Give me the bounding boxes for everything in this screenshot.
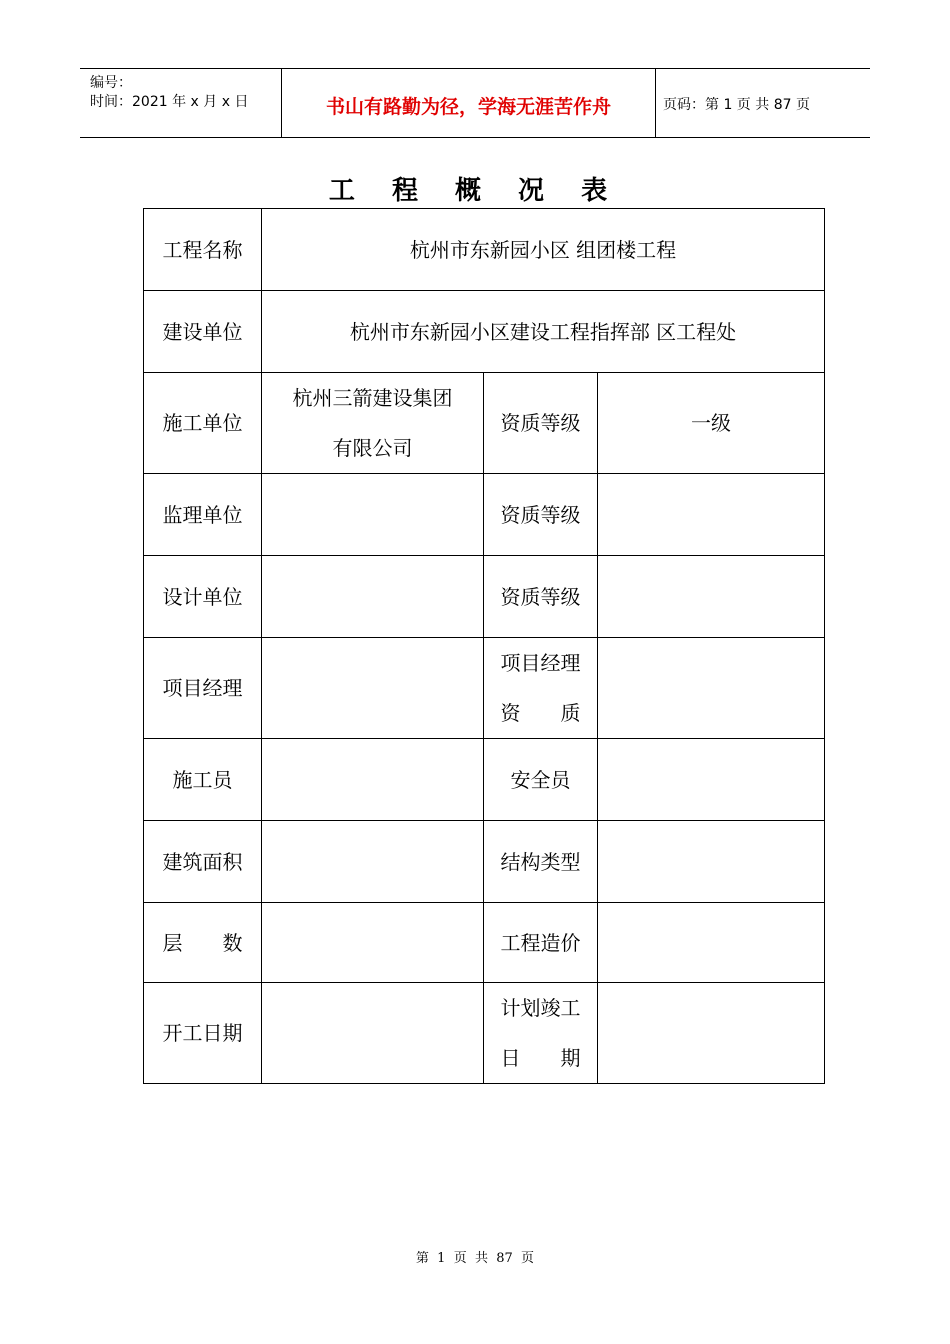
- contractor-value: [262, 373, 484, 474]
- pm-qualification-label-line1: 项目经理: [500, 651, 581, 675]
- motto-text: 书山有路勤为径，学海无涯苦作舟: [325, 96, 611, 118]
- floors-label: 层 数: [144, 903, 262, 983]
- finish-date-label-line2: 日 期: [500, 1046, 581, 1070]
- project-name-value: 杭州市东新园小区 组团楼工程: [262, 209, 825, 291]
- page-title: 工 程 概 况 表: [328, 176, 622, 206]
- start-date-value: [262, 983, 484, 1084]
- table-row: [144, 983, 825, 1084]
- pm-qualification-value: [598, 638, 825, 739]
- finish-date-label-line1: 计划竣工: [500, 996, 581, 1020]
- builder-label: 施工员: [144, 739, 262, 821]
- floors-value: [262, 903, 484, 983]
- area-value: [262, 821, 484, 903]
- finish-date-label: [484, 983, 598, 1084]
- cost-value: [598, 903, 825, 983]
- contractor-qualification-label: 资质等级: [484, 373, 598, 474]
- supervisor-value: [262, 474, 484, 556]
- finish-date-value: [598, 983, 825, 1084]
- page-footer: 第 1 页 共 87 页: [415, 1251, 535, 1266]
- designer-qualification-label: 资质等级: [484, 556, 598, 638]
- project-overview-table: [143, 208, 825, 1084]
- area-label: 建筑面积: [144, 821, 262, 903]
- contractor-value-line1: 杭州三箭建设集团: [292, 386, 453, 410]
- table-row: [144, 556, 825, 638]
- header-meta: [80, 69, 281, 137]
- table-row: [144, 638, 825, 739]
- structure-label: 结构类型: [484, 821, 598, 903]
- structure-value: [598, 821, 825, 903]
- document-header: [80, 68, 870, 138]
- contractor-qualification-value: 一级: [598, 373, 825, 474]
- cost-label: 工程造价: [484, 903, 598, 983]
- supervisor-qualification-label: 资质等级: [484, 474, 598, 556]
- table-row: [144, 291, 825, 373]
- designer-qualification-value: [598, 556, 825, 638]
- safety-value: [598, 739, 825, 821]
- table-row: [144, 209, 825, 291]
- client-value: 杭州市东新园小区建设工程指挥部 区工程处: [262, 291, 825, 373]
- supervisor-qualification-value: [598, 474, 825, 556]
- supervisor-label: 监理单位: [144, 474, 262, 556]
- contractor-value-line2: 有限公司: [332, 436, 413, 460]
- pm-value: [262, 638, 484, 739]
- client-label: 建设单位: [144, 291, 262, 373]
- table-row: [144, 373, 825, 474]
- builder-value: [262, 739, 484, 821]
- table-row: [144, 474, 825, 556]
- pm-qualification-label: [484, 638, 598, 739]
- pm-qualification-label-line2: 资 质: [500, 701, 581, 725]
- contractor-label: 施工单位: [144, 373, 262, 474]
- time-label: 时间：2021 年 x 月 x 日: [90, 94, 249, 110]
- safety-label: 安全员: [484, 739, 598, 821]
- table-row: [144, 739, 825, 821]
- start-date-label: 开工日期: [144, 983, 262, 1084]
- page-info: 页码：第 1 页 共 87 页: [663, 97, 810, 113]
- designer-value: [262, 556, 484, 638]
- header-motto-cell: [281, 69, 656, 137]
- table-row: [144, 903, 825, 983]
- pm-label: 项目经理: [144, 638, 262, 739]
- designer-label: 设计单位: [144, 556, 262, 638]
- table-row: [144, 821, 825, 903]
- number-label: 编号：: [90, 75, 132, 91]
- project-name-label: 工程名称: [144, 209, 262, 291]
- header-page-cell: [655, 69, 870, 137]
